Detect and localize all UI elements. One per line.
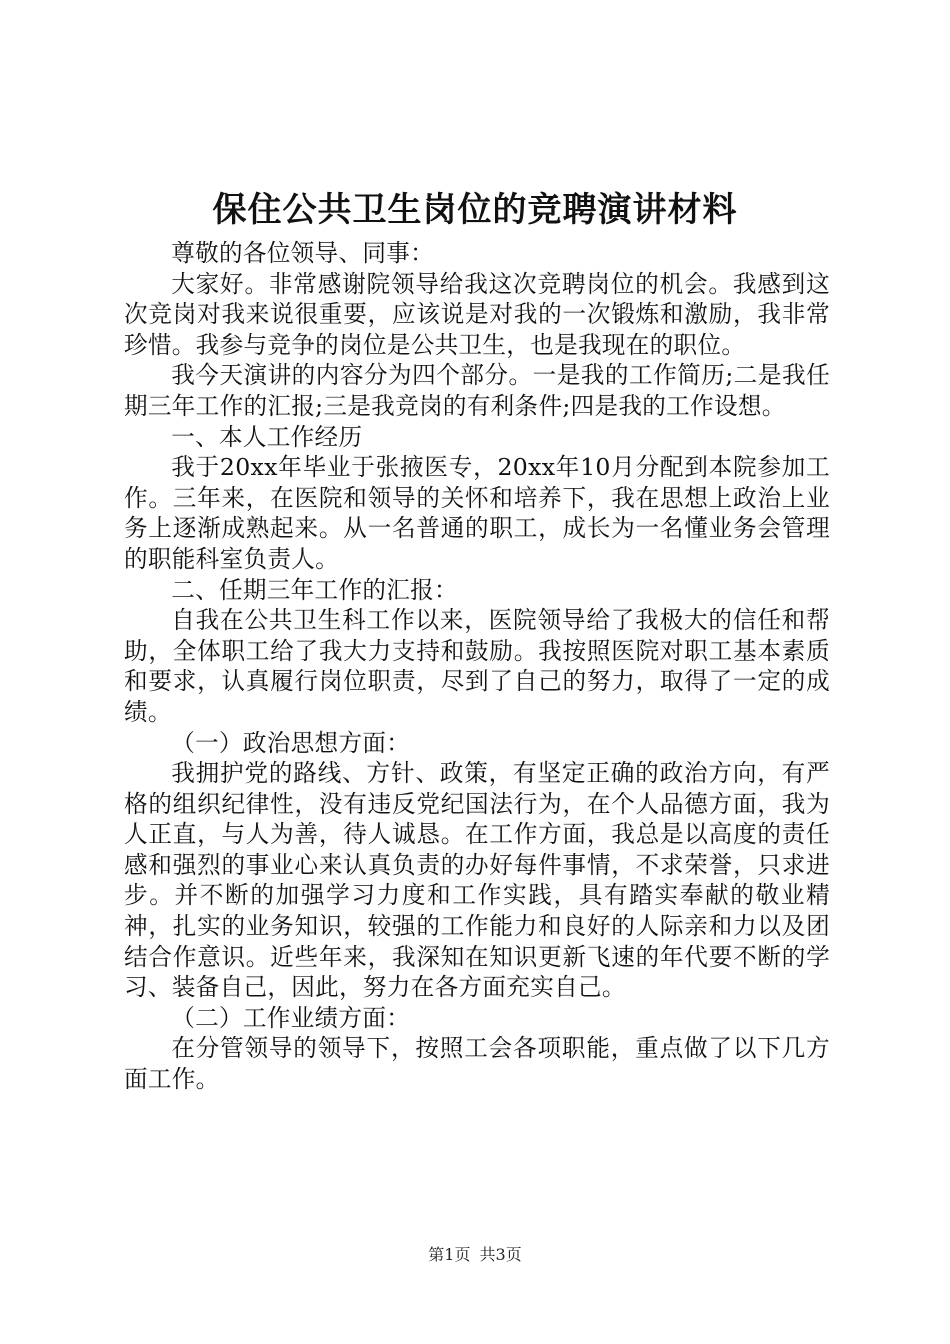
section-heading-work-history: 一、本人工作经历 xyxy=(171,422,363,451)
paragraph-greeting: 大家好。非常感谢院领导给我这次竞聘岗位的机会。我感到这次竞岗对我来说很重要，应该说是对我的一次锻炼和激励，我非常珍惜。我参与竞争的岗位是公共卫生，也是我现在的职位。 xyxy=(124,269,830,359)
subheading-performance: （二）工作业绩方面： xyxy=(171,1003,411,1032)
page-total: 共3页 xyxy=(479,1245,522,1264)
subheading-political: （一）政治思想方面： xyxy=(171,728,411,757)
paragraph-outline: 我今天演讲的内容分为四个部分。一是我的工作简历;二是我任期三年工作的汇报;三是我竞岗的有利条件;四是我的工作设想。 xyxy=(124,361,830,420)
page-footer xyxy=(0,1244,950,1266)
paragraph-political: 我拥护党的路线、方针、政策，有坚定正确的政治方向，有严格的组织纪律性，没有违反党纪国法行为，在个人品德方面，我为人正直，与人为善，待人诚恳。在工作方面，我总是以高度的责任感和强烈的事业心来认真负责的办好每件事情，不求荣誉，只求进步。并不断的加强学习力度和工作实践，具有踏实奉献的敬业精神，扎实的业务知识，较强的工作能力和良好的人际亲和力以及团结合作意识。近些年来，我深知在知识更新飞速的年代要不断的学习、装备自己，因此，努力在各方面充实自己。 xyxy=(124,759,830,1002)
document-title: 保住公共卫生岗位的竞聘演讲材料 xyxy=(212,190,738,230)
paragraph-salutation: 尊敬的各位领导、同事： xyxy=(171,239,435,267)
page-number: 第1页 xyxy=(428,1245,471,1264)
document-body xyxy=(124,238,830,1095)
paragraph-report: 自我在公共卫生科工作以来，医院领导给了我极大的信任和帮助，全体职工给了我大力支持和鼓励。我按照医院对职工基本素质和要求，认真履行岗位职责，尽到了自己的努力，取得了一定的成绩。 xyxy=(124,606,830,726)
paragraph-performance: 在分管领导的领导下，按照工会各项职能，重点做了以下几方面工作。 xyxy=(124,1034,830,1094)
section-heading-report: 二、任期三年工作的汇报： xyxy=(171,575,458,604)
paragraph-work-history: 我于20xx年毕业于张掖医专，20xx年10月分配到本院参加工作。三年来，在医院和领导的关怀和培养下，我在思想上政治上业务上逐渐成熟起来。从一名普通的职工，成长为一名懂业务会管理的职能科室负责人。 xyxy=(124,453,830,573)
